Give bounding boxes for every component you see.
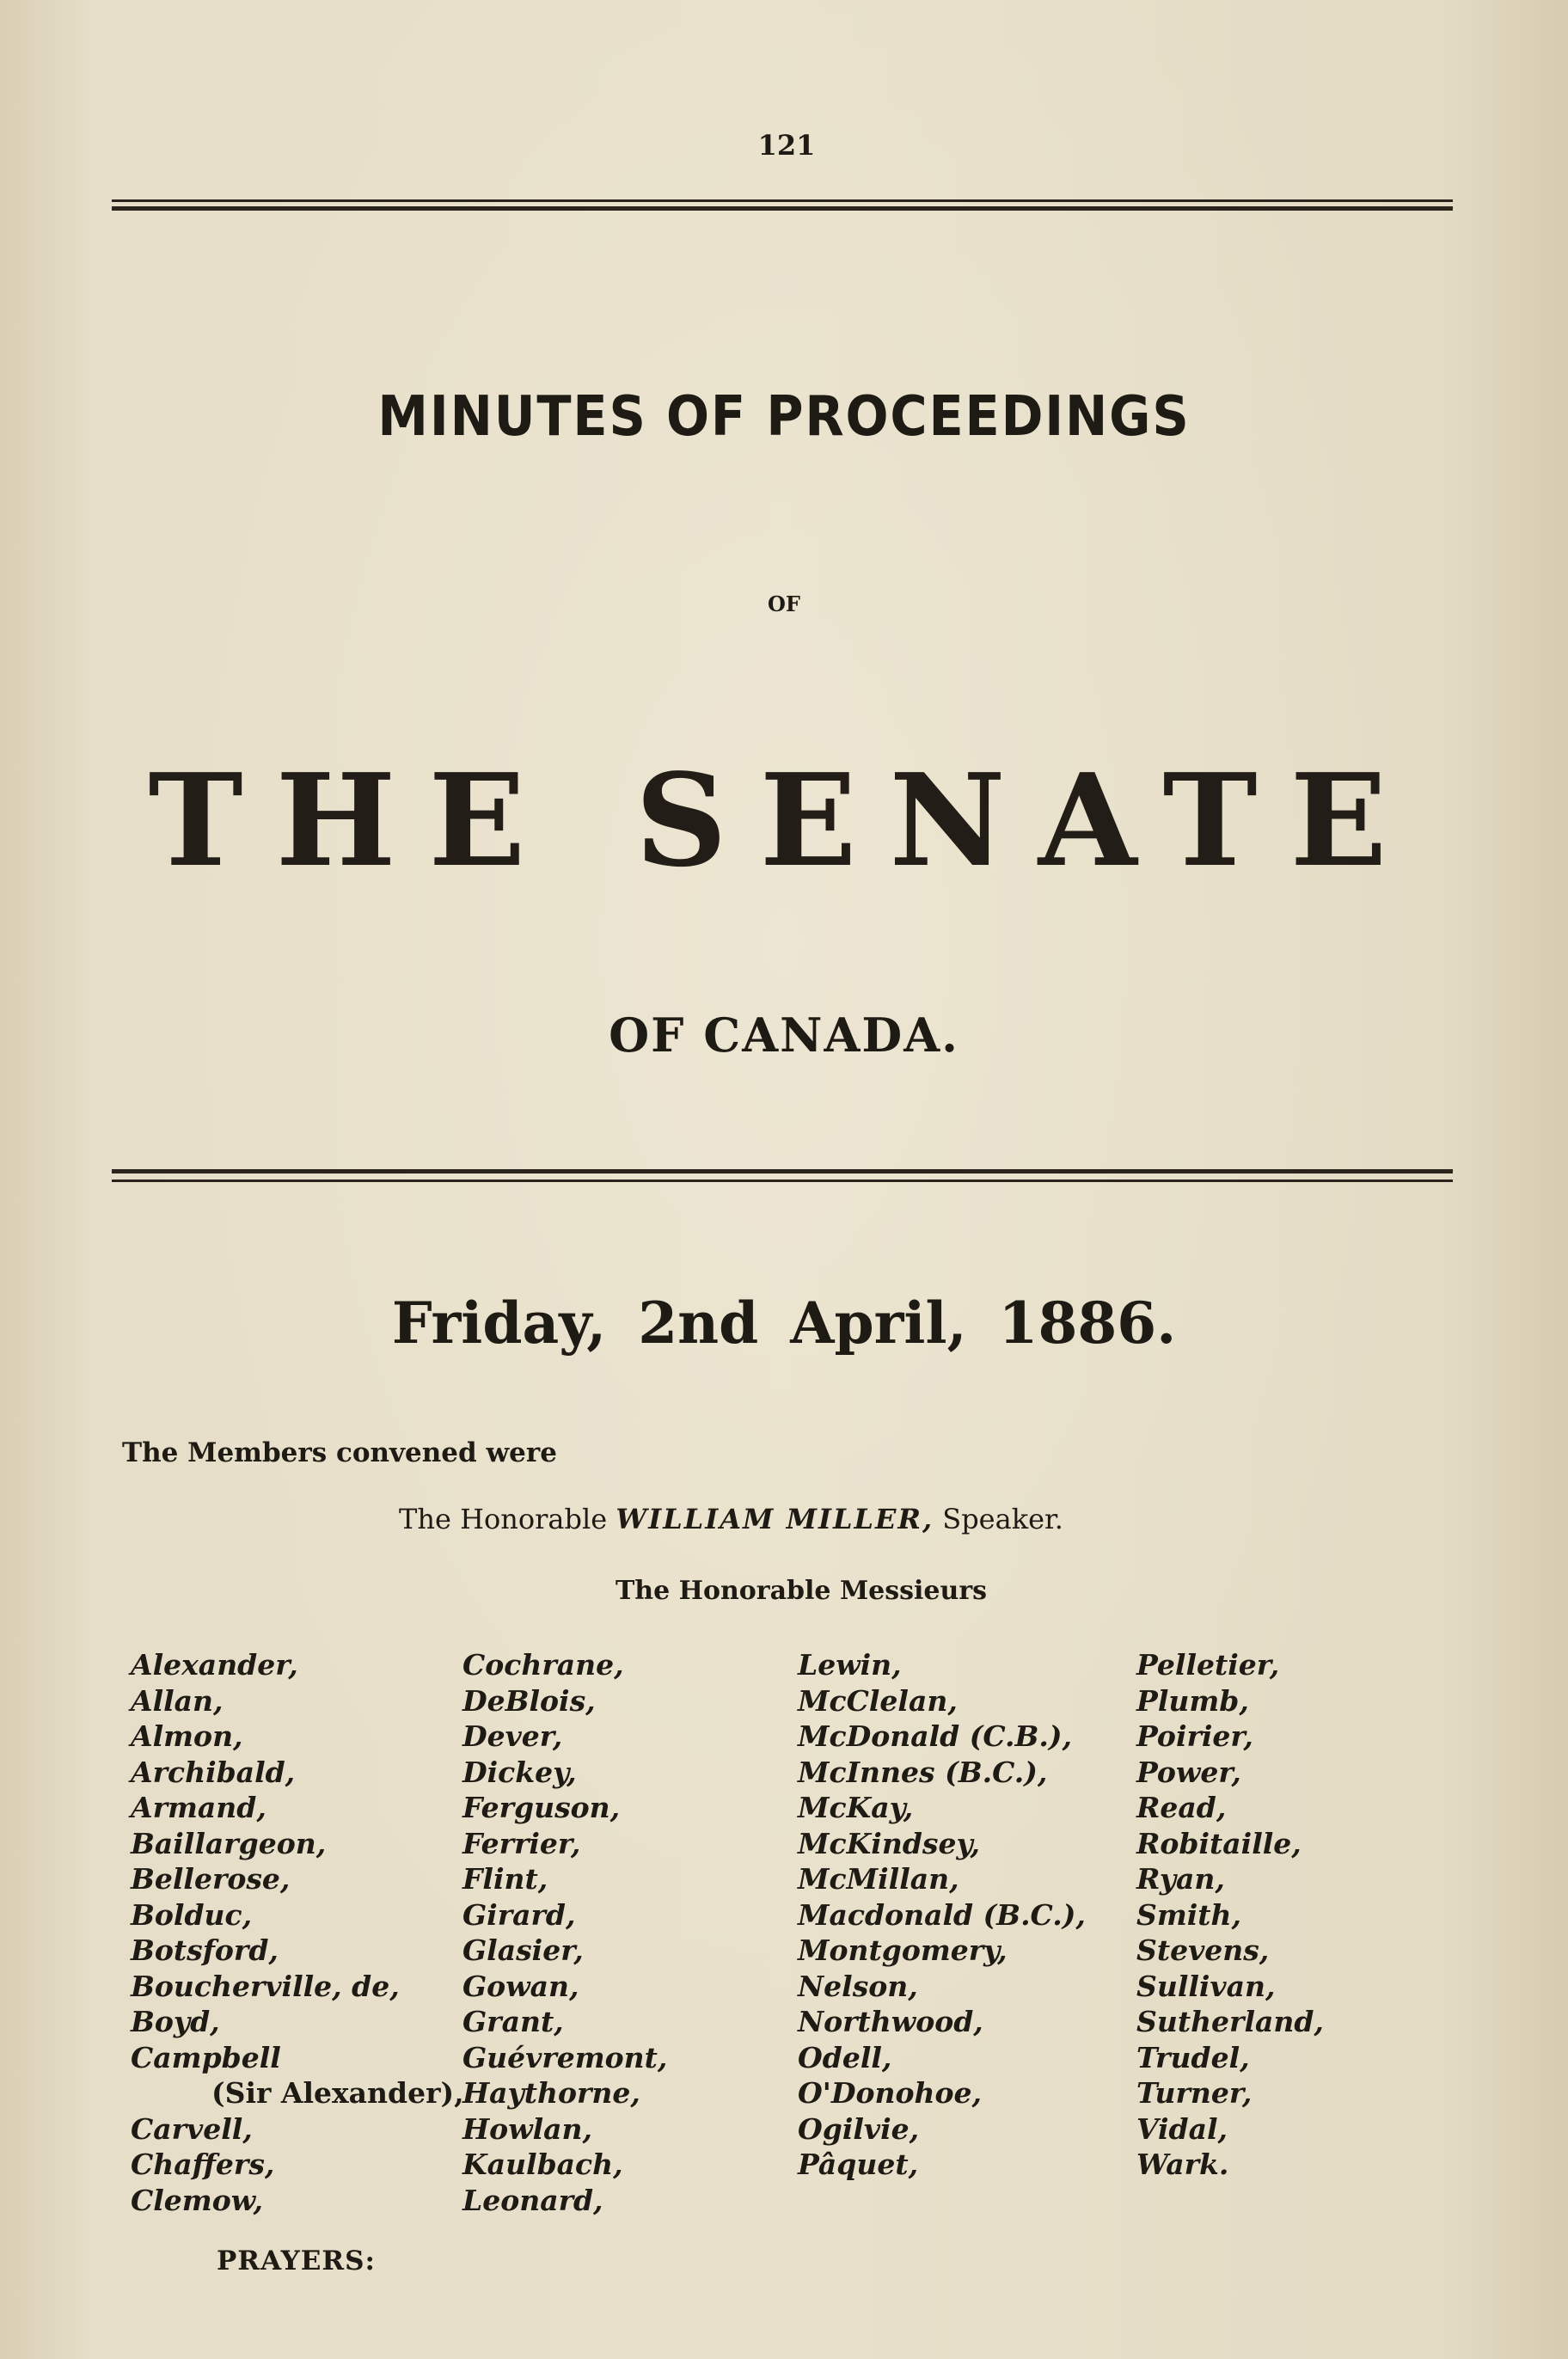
senator-name: Baillargeon, [131, 1826, 327, 1860]
senator-name: Armand, [131, 1791, 266, 1824]
senator-name-continuation: (Sir Alexander), [211, 2076, 464, 2110]
heading-minutes-of-proceedings: MINUTES OF PROCEEDINGS [377, 385, 1191, 449]
heading-of: OF [768, 591, 800, 616]
senator-name: Macdonald (B.C.), [798, 1897, 1086, 1932]
senators-column-2 [462, 1647, 667, 2218]
speaker-name: WILLIAM MILLER, [616, 1503, 934, 1535]
prayers-heading: PRAYERS: [217, 2246, 376, 2276]
sitting-date: Friday, 2nd April, 1886. [391, 1290, 1177, 1357]
senator-name: Clemow, [131, 2183, 263, 2217]
senator-name: Almon, [131, 1719, 243, 1753]
senator-name: Montgomery, [798, 1933, 1008, 1967]
senator-name: McKindsey, [798, 1826, 980, 1860]
members-convened-text: The Members convened were [122, 1437, 557, 1468]
senator-name: Glasier, [462, 1933, 584, 1967]
heading-the-senate: THE SENATE [148, 745, 1420, 895]
senator-name: Turner, [1136, 2076, 1253, 2110]
senator-name: Grant, [462, 2005, 564, 2038]
senator-name: DeBlois, [462, 1683, 596, 1718]
senator-name: Guévremont, [462, 2040, 668, 2074]
senator-name: Boucherville, de, [131, 1969, 400, 2003]
senator-name: Lewin, [798, 1648, 902, 1682]
messieurs-heading: The Honorable Messieurs [615, 1576, 988, 1606]
speaker-prefix: The Honorable [399, 1503, 608, 1535]
page-number: 121 [757, 129, 816, 162]
senator-name: Ferrier, [462, 1826, 581, 1860]
senator-name: Pelletier, [1136, 1648, 1280, 1682]
senator-name: Northwood, [798, 2005, 983, 2038]
speaker-line [399, 1503, 1063, 1535]
senator-name: Smith, [1136, 1897, 1242, 1932]
senator-name: Odell, [798, 2040, 892, 2074]
senator-name: Allan, [131, 1683, 224, 1718]
senator-name: O'Donohoe, [798, 2076, 982, 2110]
mid-rule-thin [112, 1180, 1453, 1182]
senator-name: McInnes (B.C.), [798, 1755, 1048, 1789]
senator-name: Chaffers, [131, 2148, 275, 2181]
senator-name: Alexander, [131, 1648, 298, 1682]
senator-name: Read, [1136, 1791, 1227, 1824]
mid-rule-thick [112, 1169, 1453, 1173]
senators-column-4 [1136, 1647, 1324, 2183]
senator-name: Boyd, [131, 2005, 220, 2038]
senator-name: Robitaille, [1136, 1826, 1302, 1860]
senator-name: Haythorne, [462, 2076, 640, 2110]
senator-name: Pâquet, [798, 2148, 919, 2181]
top-rule-thick [112, 206, 1453, 211]
senator-name: Flint, [462, 1862, 548, 1896]
senator-name: Ferguson, [462, 1791, 621, 1824]
senator-name: Dickey, [462, 1755, 577, 1789]
senator-name: McDonald (C.B.), [798, 1719, 1072, 1753]
top-rule-thin [112, 199, 1453, 202]
senator-name: McKay, [798, 1791, 914, 1824]
senator-name: Ogilvie, [798, 2111, 920, 2146]
senator-name: Plumb, [1136, 1683, 1249, 1718]
senator-name: Girard, [462, 1897, 576, 1932]
senator-name: McMillan, [798, 1862, 959, 1896]
senator-name: Carvell, [131, 2111, 253, 2146]
senator-name: Power, [1136, 1755, 1241, 1789]
senator-name: Bolduc, [131, 1897, 253, 1932]
senator-name: Trudel, [1136, 2040, 1250, 2074]
senator-name: Nelson, [798, 1969, 918, 2003]
senator-name: Ryan, [1136, 1862, 1225, 1896]
senator-name: Archibald, [131, 1755, 296, 1789]
senator-name: Gowan, [462, 1969, 579, 2003]
senator-name: Botsford, [131, 1933, 279, 1967]
senator-name: Poirier, [1136, 1719, 1253, 1753]
senator-name: Vidal, [1136, 2111, 1228, 2146]
senator-name: Howlan, [462, 2111, 592, 2146]
senator-name: Sutherland, [1136, 2005, 1324, 2038]
senator-name: Dever, [462, 1719, 563, 1753]
senator-name: Bellerose, [131, 1862, 291, 1896]
senator-name: McClelan, [798, 1683, 958, 1718]
senator-name: Wark. [1136, 2148, 1229, 2181]
senator-name: Campbell [131, 2040, 281, 2074]
senator-name: Leonard, [462, 2183, 603, 2217]
heading-of-canada: OF CANADA. [609, 1008, 959, 1063]
senator-name: Stevens, [1136, 1933, 1270, 1967]
senator-name: Sullivan, [1136, 1969, 1276, 2003]
senator-name: Cochrane, [462, 1648, 624, 1682]
speaker-title: Speaker. [942, 1503, 1063, 1535]
senator-name: Kaulbach, [462, 2148, 623, 2181]
senators-column-3 [798, 1647, 1086, 2183]
senators-column-1 [131, 1647, 464, 2218]
